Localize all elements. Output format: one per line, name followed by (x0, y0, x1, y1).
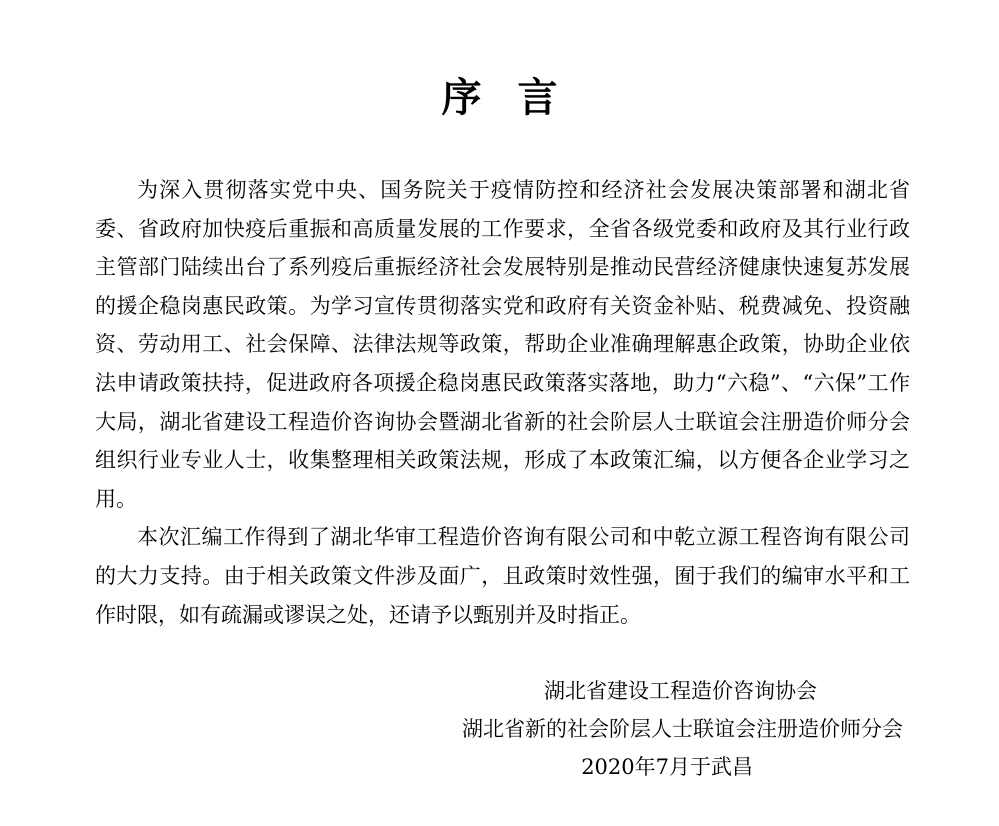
page-title: 序言 (441, 74, 594, 121)
signature-org-1: 湖北省建设工程造价咨询协会 (544, 679, 817, 703)
paragraph-2: 本次汇编工作得到了湖北华审工程造价咨询有限公司和中乾立源工程咨询有限公司的大力支持。由于相关政策文件涉及面广，且政策时效性强，囿于我们的编审水平和工作时限，如有疏漏或谬误之处，还请予以甄别并及时指正。 (95, 525, 910, 627)
signature-org-2: 湖北省新的社会阶层人士联谊会注册造价师分会 (462, 717, 903, 741)
preface-body (95, 171, 910, 634)
signature-date: 2020年7月于武昌 (581, 755, 753, 779)
signature-block (383, 672, 903, 786)
paragraph-1: 为深入贯彻落实党中央、国务院关于疫情防控和经济社会发展决策部署和湖北省委、省政府加快疫后重振和高质量发展的工作要求，全省各级党委和政府及其行业行政主管部门陆续出台了系列疫后重振经济社会发展特别是推动民营经济健康快速复苏发展的援企稳岗惠民政策。为学习宣传贯彻落实党和政府有关资金补贴、税费减免、投资融资、劳动用工、社会保障、法律法规等政策，帮助企业准确理解惠企政策，协助企业依法申请政策扶持，促进政府各项援企稳岗惠民政策落实落地，助力“六稳”、“六保”工作大局，湖北省建设工程造价咨询协会暨湖北省新的社会阶层人士联谊会注册造价师分会组织行业专业人士，收集整理相关政策法规，形成了本政策汇编，以方便各企业学习之用。 (95, 178, 910, 511)
